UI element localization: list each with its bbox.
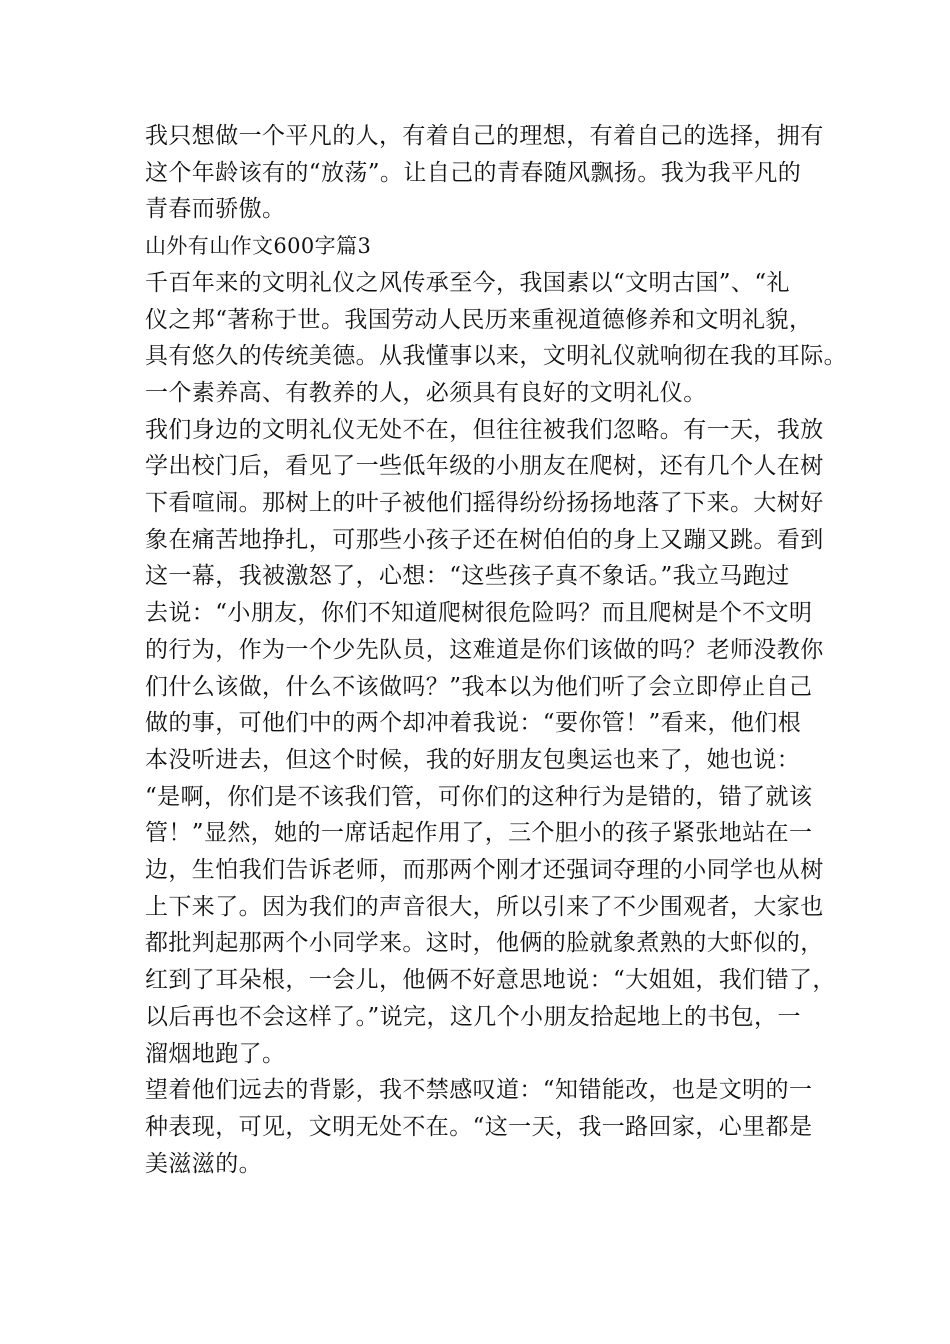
text-line: 边，生怕我们告诉老师，而那两个刚才还强词夺理的小同学也从树 <box>145 857 824 884</box>
text-line: 做的事，可他们中的两个却冲着我说：“要你管！”看来，他们根 <box>145 710 802 737</box>
text-line: 去说：“小朋友，你们不知道爬树很危险吗？而且爬树是个不文明 <box>145 600 813 627</box>
text-line: “是啊，你们是不该我们管，可你们的这种行为是错的，错了就该 <box>145 783 813 810</box>
text-line: 仪之邦“著称于世。我国劳动人民历来重视道德修养和文明礼貌， <box>145 306 813 333</box>
text-line: 千百年来的文明礼仪之风传承至今，我国素以“文明古国”、“礼 <box>145 269 790 296</box>
text-line: 下看喧闹。那树上的叶子被他们摇得纷纷扬扬地落了下来。大树好 <box>145 490 824 517</box>
text-line: 学出校门后，看见了一些低年级的小朋友在爬树，还有几个人在树 <box>145 453 824 480</box>
text-line: 本没听进去，但这个时候，我的好朋友包奥运也来了，她也说： <box>145 746 801 773</box>
text-line: 种表现，可见，文明无处不在。“这一天，我一路回家，心里都是 <box>145 1113 813 1140</box>
text-line: 我们身边的文明礼仪无处不在，但往往被我们忽略。有一天，我放 <box>145 416 824 443</box>
text-line: 这一幕，我被激怒了，心想：“这些孩子真不象话。”我立马跑过 <box>145 563 790 590</box>
text-line: 都批判起那两个小同学来。这时，他俩的脸就象煮熟的大虾似的， <box>145 930 824 957</box>
text-line: 青春而骄傲。 <box>145 196 286 223</box>
document-body <box>145 118 847 1182</box>
text-line: 具有悠久的传统美德。从我懂事以来，文明礼仪就响彻在我的耳际。 <box>145 343 847 370</box>
text-line: 望着他们远去的背影，我不禁感叹道：“知错能改，也是文明的一 <box>145 1077 813 1104</box>
text-line: 这个年龄该有的“放荡”。让自己的青春随风飘扬。我为我平凡的 <box>145 159 802 186</box>
text-line: 以后再也不会这样了。”说完，这几个小朋友拾起地上的书包，一 <box>145 1003 801 1030</box>
text-line: 一个素养高、有教养的人，必须具有良好的文明礼仪。 <box>145 379 707 406</box>
text-line: 美滋滋的。 <box>145 1150 262 1177</box>
text-line: 我只想做一个平凡的人，有着自己的理想，有着自己的选择，拥有 <box>145 123 824 149</box>
text-line: 们什么该做，什么不该做吗？”我本以为他们听了会立即停止自己 <box>145 673 813 700</box>
text-line: 象在痛苦地挣扎，可那些小孩子还在树伯伯的身上又蹦又跳。看到 <box>145 526 824 553</box>
text-line: 上下来了。因为我们的声音很大，所以引来了不少围观者，大家也 <box>145 893 824 920</box>
text-line: 溜烟地跑了。 <box>145 1040 286 1067</box>
text-line: 的行为，作为一个少先队员，这难道是你们该做的吗？老师没教你 <box>145 636 824 663</box>
section-heading: 山外有山作文600字篇3 <box>145 234 372 259</box>
text-line: 管！”显然，她的一席话起作用了，三个胆小的孩子紧张地站在一 <box>145 820 813 847</box>
text-line: 红到了耳朵根，一会儿，他俩不好意思地说：“大姐姐，我们错了， <box>145 967 836 994</box>
